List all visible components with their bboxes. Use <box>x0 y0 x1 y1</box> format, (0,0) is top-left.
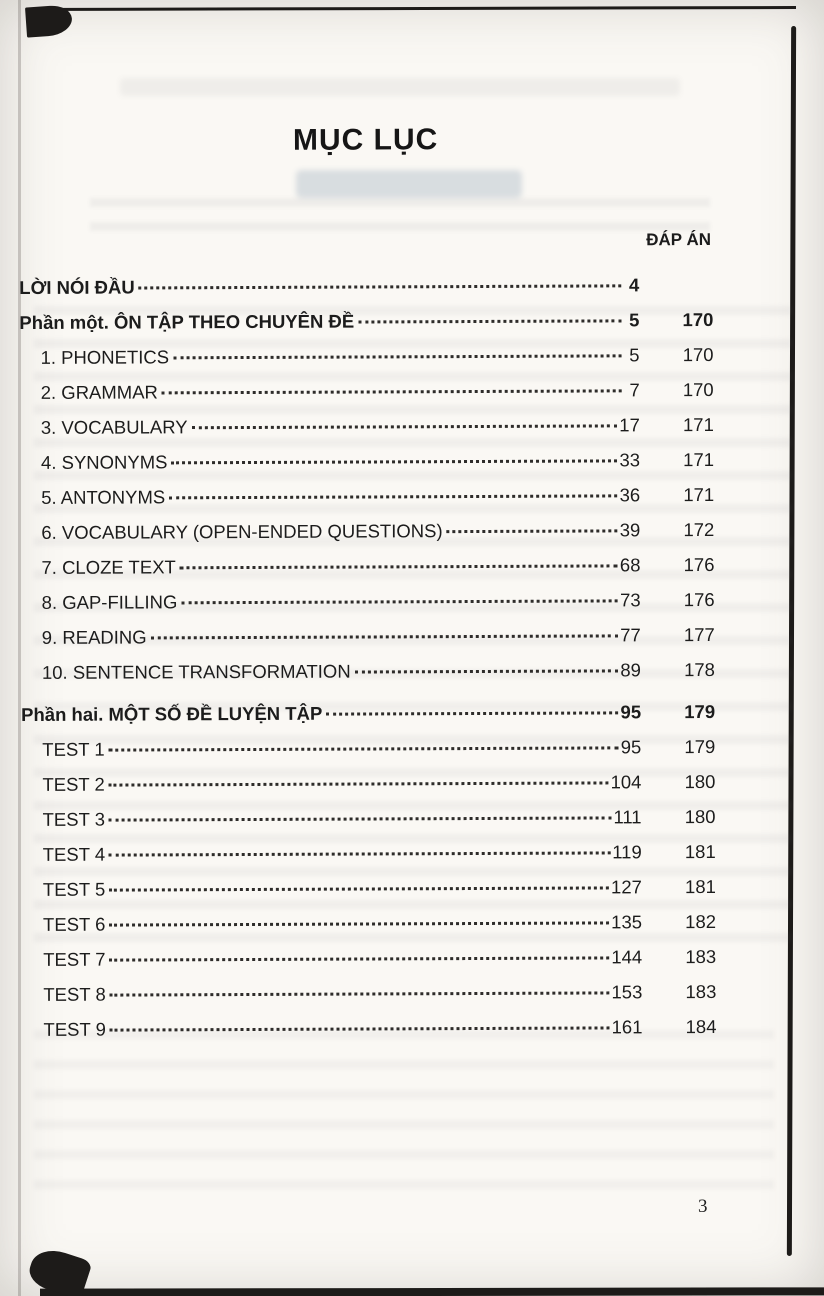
toc-entry-label: 2. GRAMMAR <box>40 381 158 403</box>
toc-entry-page: 144 <box>611 946 643 968</box>
toc-row <box>22 806 716 844</box>
toc-entry-page: 111 <box>613 806 642 828</box>
toc-entry-label: TEST 3 <box>42 808 105 830</box>
toc-entry-page: 153 <box>611 981 643 1003</box>
answer-column-header: ĐÁP ÁN <box>646 229 712 250</box>
toc-entry-answer-page: 170 <box>682 308 714 331</box>
dotted-leader <box>139 284 622 289</box>
toc-entry-label: TEST 4 <box>42 843 106 865</box>
toc-row <box>22 946 716 984</box>
toc-row <box>22 981 716 1019</box>
toc-row <box>20 379 714 417</box>
toc-entry-label: 9. READING <box>41 626 147 648</box>
dotted-leader <box>169 494 617 499</box>
dotted-leader <box>151 634 619 639</box>
toc-entry-page: 7 <box>629 379 640 401</box>
toc-row <box>22 841 716 879</box>
dotted-leader <box>110 1026 610 1031</box>
toc-row <box>21 736 715 774</box>
dotted-leader <box>181 599 618 604</box>
toc-row <box>20 344 714 382</box>
dotted-leader <box>171 459 617 464</box>
toc-entry-page: 33 <box>619 449 641 471</box>
toc-entry-page: 161 <box>611 1016 643 1038</box>
toc-entry-label: 1. PHONETICS <box>40 346 170 368</box>
toc-entry-page: 39 <box>619 519 641 541</box>
toc-entry-answer-page: 170 <box>682 378 714 401</box>
toc-entry-answer-page: 176 <box>683 588 715 611</box>
toc-entry-answer-page: 180 <box>684 805 716 828</box>
toc-entry-page: 127 <box>610 876 642 898</box>
toc-entry-page: 89 <box>620 659 641 681</box>
toc-row <box>20 414 714 452</box>
toc-row <box>19 309 713 347</box>
toc-row <box>20 449 714 487</box>
toc-entry-label: TEST 5 <box>42 878 106 900</box>
toc-entry-label: 8. GAP-FILLING <box>41 591 178 613</box>
toc-entry-answer-page: 181 <box>684 840 716 863</box>
dotted-leader <box>355 669 619 673</box>
toc-row <box>21 589 715 627</box>
toc-row <box>21 624 715 662</box>
dotted-leader <box>173 354 622 359</box>
toc-entry-answer-page: 183 <box>685 980 717 1003</box>
page-content <box>18 0 717 1054</box>
dotted-leader <box>109 746 619 751</box>
toc-entry-answer-page: 171 <box>682 413 714 436</box>
dotted-leader <box>192 424 618 429</box>
toc-entry-label: Phần hai. MỘT SỐ ĐỀ LUYỆN TẬP <box>21 702 323 725</box>
dotted-leader <box>109 921 609 926</box>
dotted-leader <box>110 991 610 996</box>
toc-entry-answer-page: 183 <box>685 945 717 968</box>
toc-entry-page: 4 <box>628 274 640 296</box>
dotted-leader <box>109 816 612 821</box>
toc-entry-label: 7. CLOZE TEXT <box>41 556 176 578</box>
toc-entry-label: TEST 9 <box>43 1018 106 1040</box>
toc-entry-answer-page: 171 <box>683 483 715 506</box>
toc-entry-label: 6. VOCABULARY (OPEN-ENDED QUESTIONS) <box>41 520 443 543</box>
toc-entry-page: 119 <box>612 841 642 863</box>
toc-row <box>20 484 714 522</box>
toc-entry-page: 135 <box>611 911 643 933</box>
toc-entry-label: Phần một. ÔN TẬP THEO CHUYÊN ĐỀ <box>19 310 355 333</box>
toc-entry-page: 68 <box>619 554 641 576</box>
toc-entry-answer-page: 179 <box>684 735 716 758</box>
toc-entry-answer-page: 184 <box>685 1015 717 1038</box>
toc-entry-answer-page: 172 <box>683 518 715 541</box>
toc-entry-label: TEST 6 <box>42 913 106 935</box>
dotted-leader <box>109 851 610 856</box>
dotted-leader <box>109 886 609 891</box>
toc-row <box>22 911 716 949</box>
toc-entry-answer-page: 182 <box>685 910 717 933</box>
toc-entry-label: 5. ANTONYMS <box>41 486 166 508</box>
toc-entry-answer-page: 180 <box>684 770 716 793</box>
page-number: 3 <box>698 1196 708 1217</box>
toc-entry-page: 17 <box>619 414 640 436</box>
toc-entry-page: 36 <box>619 484 641 506</box>
toc-entry-page: 77 <box>620 624 641 646</box>
toc-entry-page: 95 <box>620 701 642 723</box>
toc-entry-label: 10. SENTENCE TRANSFORMATION <box>41 660 351 683</box>
toc-entry-label: TEST 1 <box>42 738 105 760</box>
toc-entry-page: 95 <box>620 736 642 758</box>
toc-row <box>20 519 714 557</box>
toc-entry-page: 73 <box>619 589 641 611</box>
toc-entry-page: 5 <box>629 344 640 366</box>
toc-entry-answer-page: 171 <box>683 448 715 471</box>
toc-entry-answer-page: 176 <box>683 553 715 576</box>
page-title: MỤC LỤC <box>292 123 439 157</box>
toc-row <box>22 876 716 914</box>
dotted-leader <box>358 319 621 323</box>
toc-entry-answer-page: 181 <box>684 875 716 898</box>
dotted-leader <box>326 711 618 715</box>
toc-entry-label: TEST 7 <box>43 948 106 970</box>
scan-corner-bottom-left <box>25 1244 93 1296</box>
toc-entry-answer-page: 170 <box>682 343 714 366</box>
toc-list <box>19 274 716 1054</box>
toc-row <box>20 554 714 592</box>
scan-edge-right <box>787 26 796 1256</box>
toc-entry-answer-page: 177 <box>683 623 715 646</box>
toc-entry-answer-page: 178 <box>684 658 715 681</box>
bleed-through-paragraphs-bottom <box>34 1030 774 1190</box>
dotted-leader <box>162 389 622 394</box>
toc-row <box>21 659 715 697</box>
dotted-leader <box>447 529 618 533</box>
toc-row <box>19 274 713 312</box>
toc-entry-page: 5 <box>629 309 640 331</box>
toc-entry-label: TEST 8 <box>43 983 106 1005</box>
toc-entry-page: 104 <box>610 771 642 793</box>
toc-row <box>21 701 715 739</box>
toc-entry-answer-page: 179 <box>684 700 716 723</box>
dotted-leader <box>109 781 609 786</box>
toc-entry-label: TEST 2 <box>42 773 105 795</box>
toc-row <box>21 771 715 809</box>
toc-entry-label: 4. SYNONYMS <box>40 451 168 473</box>
dotted-leader <box>180 564 618 569</box>
toc-entry-label: LỜI NÓI ĐẦU <box>19 276 135 298</box>
toc-row <box>22 1016 716 1054</box>
scan-edge-bottom <box>40 1287 824 1296</box>
toc-entry-label: 3. VOCABULARY <box>40 416 188 438</box>
dotted-leader <box>110 956 610 961</box>
